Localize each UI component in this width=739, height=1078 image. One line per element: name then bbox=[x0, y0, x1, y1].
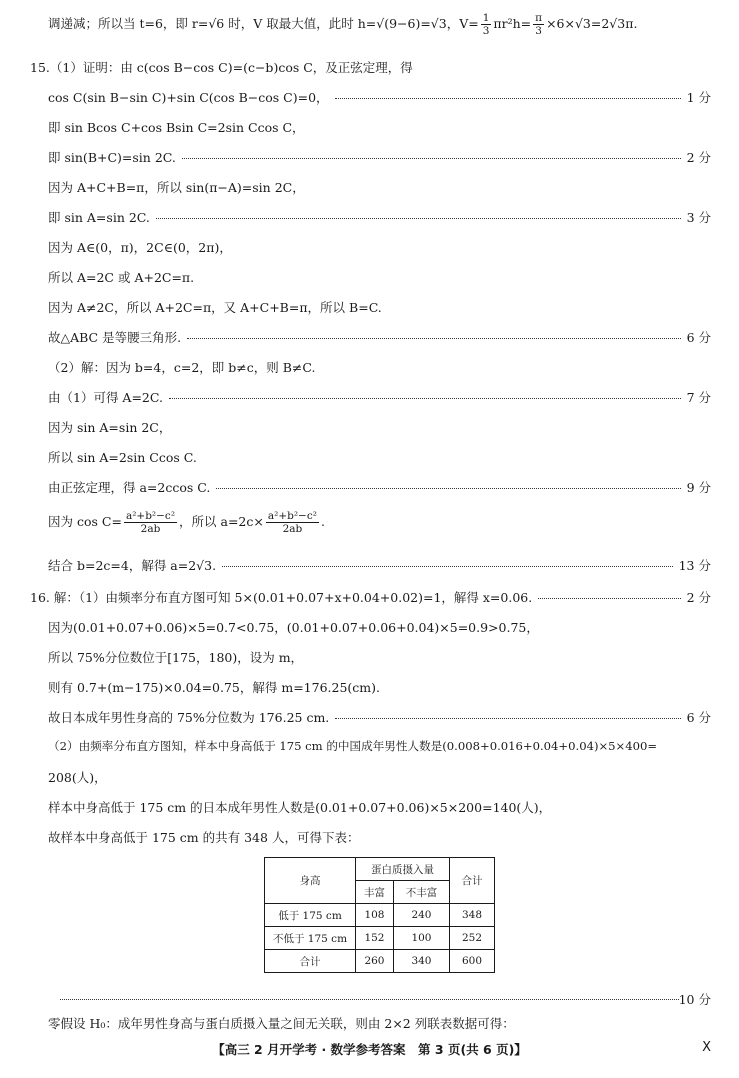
subheader-poor: 不丰富 bbox=[393, 881, 449, 904]
q15-final-line: 结合 b=2c=4，解得 a=2√3. 13 分 bbox=[48, 558, 711, 573]
q16-line-0: 16. 解：（1）由频率分布直方图可知 5×(0.01+0.07+x+0.04+0.02)=1，解得 x=0.06. 2 分 bbox=[30, 590, 711, 605]
q16-line-3: 则有 0.7+(m−175)×0.04=0.75，解得 m=176.25(cm). bbox=[48, 680, 380, 695]
top-text-b: πr²h= bbox=[493, 16, 532, 32]
score-label: 1 分 bbox=[686, 90, 711, 105]
q15-line-9: 故△ABC 是等腰三角形. 6 分 bbox=[48, 330, 711, 345]
leader-dots bbox=[169, 398, 681, 399]
leader-dots bbox=[335, 718, 680, 719]
score-label: 7 分 bbox=[686, 390, 711, 405]
table-header-row bbox=[265, 858, 495, 881]
fraction-one-third: $\frac{1}{3}$ bbox=[482, 12, 490, 38]
q16-line-2: 所以 75%分位数位于[175，180)，设为 m， bbox=[48, 650, 304, 665]
table-row: 合计 260 340 600 bbox=[265, 950, 495, 973]
header-height: 身高 bbox=[265, 858, 356, 904]
q15-line-4: 因为 A+C+B=π，所以 sin(π−A)=sin 2C， bbox=[48, 180, 305, 195]
leader-dots bbox=[335, 98, 681, 99]
footer-mark: X bbox=[702, 1040, 711, 1055]
q15-line-10: （2）解：因为 b=4，c=2，即 b≠c，则 B≠C. bbox=[48, 360, 316, 375]
q15-line-12: 因为 sin A=sin 2C， bbox=[48, 420, 172, 435]
q15-line-13: 所以 sin A=2sin Ccos C. bbox=[48, 450, 197, 465]
score-label: 2 分 bbox=[686, 150, 711, 165]
score-label: 3 分 bbox=[686, 210, 711, 225]
fraction-cosine-law-2: $\frac{\text{a²+b²−c²}}{2ab}$ bbox=[267, 510, 317, 536]
q15-line-0: 15.（1）证明：由 c(cos B−cos C)=(c−b)cos C，及正弦定理，得 bbox=[30, 60, 413, 75]
header-protein: 蛋白质摄入量 bbox=[356, 858, 450, 881]
subheader-rich: 丰富 bbox=[356, 881, 394, 904]
leader-dots bbox=[222, 566, 673, 567]
q15-line-2: 即 sin Bcos C+cos Bsin C=2sin Ccos C， bbox=[48, 120, 305, 135]
q15-line-5: 即 sin A=sin 2C. 3 分 bbox=[48, 210, 711, 225]
table-row: 不低于 175 cm 152 100 252 bbox=[265, 927, 495, 950]
table-leader-dots bbox=[60, 998, 679, 1000]
score-label: 6 分 bbox=[686, 710, 711, 725]
q16-line-7: 样本中身高低于 175 cm 的日本成年男性人数是(0.01+0.07+0.06)×5×200=140(人)， bbox=[48, 800, 552, 815]
q16-line-6: 208(人)， bbox=[48, 770, 107, 785]
q15-cos-line: 因为 cos C= $\frac{\text{a²+b²−c²}}{2ab}$ ，所以 a=2c× $\frac{\text{a²+b²−c²}}{2ab}$ . bbox=[48, 510, 325, 536]
q16-line-5: （2）由频率分布直方图知，样本中身高低于 175 cm 的中国成年男性人数是(0.008+0.016+0.04+0.04)×5×400= bbox=[48, 739, 658, 753]
fraction-pi-third: $\frac{\pi}{3}$ bbox=[535, 12, 543, 38]
top-text-c: ×6×√3=2√3π. bbox=[546, 16, 638, 32]
q15-line-11: 由（1）可得 A=2C. 7 分 bbox=[48, 390, 711, 405]
leader-dots bbox=[182, 158, 681, 159]
score-label: 2 分 bbox=[686, 590, 711, 605]
leader-dots bbox=[538, 598, 680, 599]
contingency-table bbox=[264, 857, 495, 973]
q15-line-7: 所以 A=2C 或 A+2C=π. bbox=[48, 270, 195, 285]
fraction-cosine-law: $\frac{\text{a²+b²−c²}}{2ab}$ bbox=[125, 510, 176, 536]
q15-line-3: 即 sin(B+C)=sin 2C. 2 分 bbox=[48, 150, 711, 165]
q15-line-6: 因为 A∈(0，π)，2C∈(0，2π)， bbox=[48, 240, 232, 255]
top-continuation-line bbox=[48, 12, 637, 37]
q16-line-1: 因为(0.01+0.07+0.06)×5=0.7<0.75，(0.01+0.07+0.06+0.04)×5=0.9>0.75， bbox=[48, 620, 539, 635]
score-label: 13 分 bbox=[678, 558, 711, 573]
leader-dots bbox=[156, 218, 681, 219]
page-footer: 【高三 2 月开学考 · 数学参考答案 第 3 页(共 6 页)】 bbox=[212, 1042, 527, 1057]
score-label: 9 分 bbox=[686, 480, 711, 495]
header-total: 合计 bbox=[450, 858, 495, 904]
q16-last-line: 零假设 H₀：成年男性身高与蛋白质摄入量之间无关联，则由 2×2 列联表数据可得： bbox=[48, 1016, 515, 1031]
q16-line-8: 故样本中身高低于 175 cm 的共有 348 人，可得下表： bbox=[48, 830, 360, 845]
score-label: 6 分 bbox=[686, 330, 711, 345]
leader-dots bbox=[216, 488, 680, 489]
table-row: 低于 175 cm 108 240 348 bbox=[265, 904, 495, 927]
top-text-a: 调递减；所以当 t=6，即 r=√6 时，V 取最大值，此时 h=√(9−6)=√3，V= bbox=[48, 16, 479, 32]
q15-line-8: 因为 A≠2C，所以 A+2C=π，又 A+C+B=π，所以 B=C. bbox=[48, 300, 382, 315]
leader-dots bbox=[187, 338, 680, 339]
table-score: 10 分 bbox=[678, 992, 711, 1007]
q16-line-4: 故日本成年男性身高的 75%分位数为 176.25 cm. 6 分 bbox=[48, 710, 711, 725]
q15-line-1: cos C(sin B−sin C)+sin C(cos B−cos C)=0， 1 分 bbox=[48, 90, 711, 105]
q15-line-14: 由正弦定理，得 a=2ccos C. 9 分 bbox=[48, 480, 711, 495]
